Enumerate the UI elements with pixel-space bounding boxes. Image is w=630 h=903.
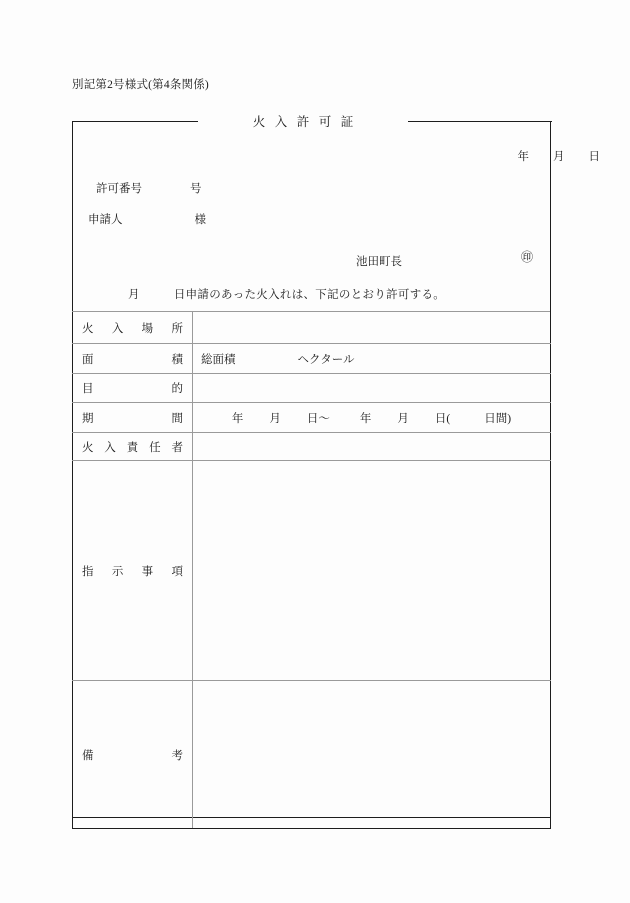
table-row (73, 461, 551, 681)
applicant-honorific: 様 (194, 214, 206, 226)
table-row (73, 433, 551, 461)
period-days-count: 日間) (484, 412, 512, 425)
row-label-remarks: 備考 (73, 681, 193, 829)
row-label-purpose: 目的 (73, 374, 193, 403)
row-value-remarks[interactable] (193, 681, 551, 829)
row-value-burn-location[interactable] (193, 312, 551, 344)
row-value-burn-manager[interactable] (193, 433, 551, 461)
statement-month-label: 月 (128, 289, 140, 301)
row-value-instructions[interactable] (193, 461, 551, 681)
table-row (73, 374, 551, 403)
certificate-title: 火入許可証 (198, 112, 408, 130)
table-row (73, 344, 551, 374)
applicant-label: 申請人 (88, 214, 123, 226)
permit-number-unit: 号 (190, 183, 202, 195)
date-day-label: 日 (588, 151, 600, 163)
period-day-from: 日〜 (306, 412, 330, 425)
period-year-to: 年 (359, 412, 372, 425)
row-value-period[interactable] (193, 403, 551, 433)
date-month-label: 月 (553, 151, 565, 163)
area-unit-label: ヘクタール (297, 353, 355, 366)
permission-statement (128, 286, 445, 302)
issue-date-line (0, 148, 600, 164)
row-value-purpose[interactable] (193, 374, 551, 403)
period-month-from: 月 (269, 412, 281, 425)
row-label-burn-location: 火入場所 (73, 312, 193, 344)
seal-icon: ㊞ (521, 250, 534, 264)
permit-number-label: 許可番号 (96, 183, 142, 195)
period-day-to: 日( (434, 412, 451, 425)
row-value-area[interactable] (193, 344, 551, 374)
table-row (73, 681, 551, 829)
statement-body: 日申請のあった火入れは、下記のとおり許可する。 (173, 289, 446, 301)
period-year-from: 年 (231, 412, 244, 425)
row-label-burn-manager: 火入責任者 (73, 433, 193, 461)
form-number: 別記第2号様式(第4条関係) (72, 79, 209, 91)
permit-number-line (96, 180, 202, 196)
total-area-label: 総面積 (201, 353, 236, 366)
period-month-to: 月 (397, 412, 409, 425)
row-label-period: 期間 (73, 403, 193, 433)
date-year-label: 年 (517, 151, 529, 163)
permit-details-table (72, 311, 551, 829)
table-row (73, 403, 551, 433)
applicant-line (88, 211, 206, 227)
row-label-instructions: 指示事項 (73, 461, 193, 681)
table-row (73, 312, 551, 344)
row-label-area: 面積 (73, 344, 193, 374)
issuer-name: 池田町長 (356, 256, 402, 268)
